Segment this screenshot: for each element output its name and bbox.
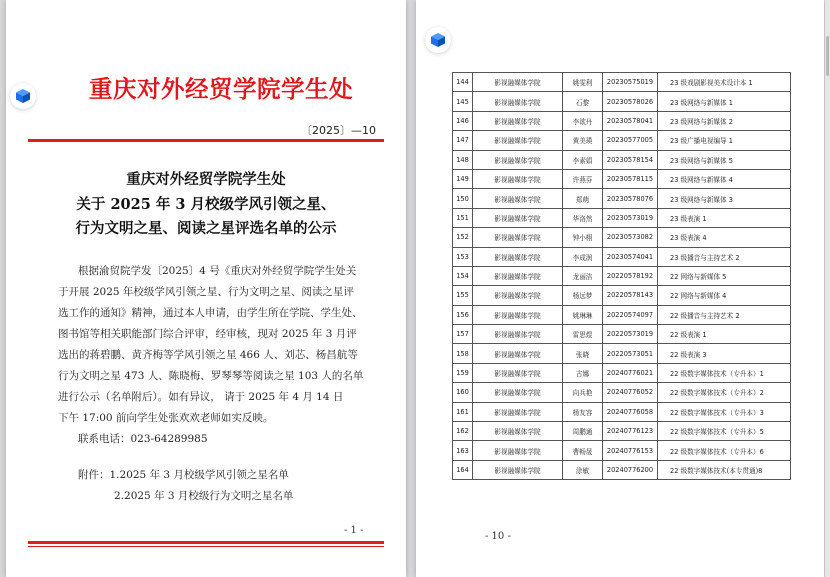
class-major-cell: 22 级表演 1 [658, 325, 791, 344]
class-major-cell: 22 级数字媒体技术（专升本）2 [658, 383, 791, 402]
row-number-cell: 150 [453, 189, 473, 208]
table-row [453, 150, 791, 169]
class-major-cell: 23 级表演 4 [658, 228, 791, 247]
student-id-cell: 20230578115 [603, 169, 658, 188]
class-major-cell: 23 级网络与新媒体 3 [658, 189, 791, 208]
college-cell: 影视融媒体学院 [473, 344, 563, 363]
student-id-cell: 20230578026 [603, 92, 658, 111]
student-id-cell: 20230578041 [603, 111, 658, 130]
table-row [453, 344, 791, 363]
class-major-cell: 23 级戏剧影视美术设计本 1 [658, 73, 791, 92]
class-major-cell: 22 级播音与主持艺术 2 [658, 305, 791, 324]
student-id-cell: 20220573051 [603, 344, 658, 363]
table-row [453, 363, 791, 382]
student-name-cell: 向兵艳 [563, 383, 603, 402]
student-name-cell: 龙丽洁 [563, 266, 603, 285]
class-major-cell: 23 级广播电视编导 1 [658, 131, 791, 150]
scrollbar-thumb[interactable] [826, 36, 829, 76]
class-major-cell: 22 级数字媒体技术（专升本）1 [658, 363, 791, 382]
row-number-cell: 154 [453, 266, 473, 285]
row-number-cell: 147 [453, 131, 473, 150]
student-id-cell: 20240776123 [603, 422, 658, 441]
student-id-cell: 20230577005 [603, 131, 658, 150]
document-page-1[interactable] [6, 0, 406, 577]
table-row [453, 305, 791, 324]
body-text-line: 于开展 2025 年校级学风引领之星、行为文明之星、阅读之星评 [58, 286, 354, 298]
college-cell: 影视融媒体学院 [473, 325, 563, 344]
body-text-line: 进行公示（名单附后）。如有异议， 请于 2025 年 4 月 14 日 [58, 391, 344, 403]
student-id-cell: 20240776200 [603, 460, 658, 479]
student-name-cell: 郑萌 [563, 189, 603, 208]
student-name-cell: 姚雯利 [563, 73, 603, 92]
row-number-cell: 160 [453, 383, 473, 402]
student-name-cell: 张晓 [563, 344, 603, 363]
body-text-line: 行为文明之星 473 人、陈晓梅、罗琴琴等阅读之星 103 人的名单 [58, 370, 364, 382]
body-text-line: 根据渝贸院学发〔2025〕4 号《重庆对外经贸学院学生处关 [78, 265, 357, 277]
college-cell: 影视融媒体学院 [473, 383, 563, 402]
college-cell: 影视融媒体学院 [473, 402, 563, 421]
letterhead-red-rule [28, 139, 384, 142]
student-name-cell: 杨远梦 [563, 286, 603, 305]
table-row [453, 325, 791, 344]
table-row [453, 189, 791, 208]
class-major-cell: 22 级数字媒体技术（专升本）6 [658, 441, 791, 460]
document-number: 〔2025〕—10 [301, 124, 376, 137]
row-number-cell: 151 [453, 208, 473, 227]
college-cell: 影视融媒体学院 [473, 208, 563, 227]
row-number-cell: 149 [453, 169, 473, 188]
row-number-cell: 164 [453, 460, 473, 479]
table-row [453, 111, 791, 130]
student-id-cell: 20230578076 [603, 189, 658, 208]
table-row [453, 228, 791, 247]
college-cell: 影视融媒体学院 [473, 247, 563, 266]
college-cell: 影视融媒体学院 [473, 92, 563, 111]
row-number-cell: 163 [453, 441, 473, 460]
class-major-cell: 22 网络与新媒体 5 [658, 266, 791, 285]
student-id-cell: 20220578143 [603, 286, 658, 305]
student-id-cell: 20240776058 [603, 402, 658, 421]
row-number-cell: 146 [453, 111, 473, 130]
college-cell: 影视融媒体学院 [473, 169, 563, 188]
class-major-cell: 22 级数字媒体技术（专升本）3 [658, 402, 791, 421]
student-id-cell: 20230574041 [603, 247, 658, 266]
class-major-cell: 23 级网络与新媒体 4 [658, 169, 791, 188]
student-id-cell: 20230573082 [603, 228, 658, 247]
document-title-line: 行为文明之星、阅读之星评选名单的公示 [75, 220, 337, 237]
student-name-cell: 李欲丹 [563, 111, 603, 130]
college-cell: 影视融媒体学院 [473, 73, 563, 92]
attachment-line: 2.2025 年 3 月校级行为文明之星名单 [114, 490, 294, 502]
row-number-cell: 156 [453, 305, 473, 324]
body-text-line: 图书馆等相关职能部门综合评审，经审核，现对 2025 年 3 月评 [58, 328, 357, 340]
class-major-cell: 22 网络与新媒体 4 [658, 286, 791, 305]
class-major-cell: 23 级表演 1 [658, 208, 791, 227]
student-name-cell: 钟小栩 [563, 228, 603, 247]
college-cell: 影视融媒体学院 [473, 460, 563, 479]
class-major-cell: 23 级网络与新媒体 2 [658, 111, 791, 130]
class-major-cell: 22 级表演 3 [658, 344, 791, 363]
table-row [453, 383, 791, 402]
table-row [453, 131, 791, 150]
student-id-cell: 20240776052 [603, 383, 658, 402]
table-row [453, 286, 791, 305]
college-cell: 影视融媒体学院 [473, 286, 563, 305]
body-text-line: 选工作的通知》精神，通过本人申请，由学生所在学院、学生处、 [58, 307, 363, 319]
student-name-cell: 周鹏通 [563, 422, 603, 441]
student-id-cell: 20220574097 [603, 305, 658, 324]
class-major-cell: 22 级数字媒体技术(本专贯通)8 [658, 460, 791, 479]
student-name-cell: 李成润 [563, 247, 603, 266]
row-number-cell: 158 [453, 344, 473, 363]
table-row [453, 208, 791, 227]
student-name-cell: 杨友容 [563, 402, 603, 421]
table-row [453, 422, 791, 441]
college-cell: 影视融媒体学院 [473, 266, 563, 285]
college-cell: 影视融媒体学院 [473, 150, 563, 169]
row-number-cell: 157 [453, 325, 473, 344]
table-row [453, 460, 791, 479]
student-id-cell: 20220578192 [603, 266, 658, 285]
row-number-cell: 161 [453, 402, 473, 421]
page-number: - 1 - [344, 525, 364, 536]
row-number-cell: 162 [453, 422, 473, 441]
student-id-cell: 20230575019 [603, 73, 658, 92]
cube-logo-icon[interactable] [10, 83, 36, 109]
letterhead-title: 重庆对外经贸学院学生处 [89, 75, 353, 103]
document-title-line: 重庆对外经贸学院学生处 [126, 171, 286, 188]
student-name-cell: 涂敏 [563, 460, 603, 479]
body-text-line: 选出的蒋碧鹏、黄齐梅等学风引领之星 466 人、刘芯、杨昌航等 [58, 349, 358, 361]
student-name-cell: 华洛然 [563, 208, 603, 227]
table-row [453, 92, 791, 111]
student-name-cell: 黄美瑛 [563, 131, 603, 150]
class-major-cell: 23 级播音与主持艺术 2 [658, 247, 791, 266]
page-number: - 10 - [485, 531, 511, 542]
student-name-cell: 曹畅晟 [563, 441, 603, 460]
document-title-line: 关于 2025 年 3 月校级学风引领之星、 [76, 196, 336, 213]
row-number-cell: 144 [453, 73, 473, 92]
college-cell: 影视融媒体学院 [473, 131, 563, 150]
student-name-cell: 雷思煜 [563, 325, 603, 344]
student-id-cell: 20240776153 [603, 441, 658, 460]
row-number-cell: 148 [453, 150, 473, 169]
contact-phone: 联系电话：023-64289985 [78, 433, 208, 445]
table-row [453, 402, 791, 421]
student-id-cell: 20220573019 [603, 325, 658, 344]
table-row [453, 169, 791, 188]
row-number-cell: 153 [453, 247, 473, 266]
student-name-cell: 石黎 [563, 92, 603, 111]
college-cell: 影视融媒体学院 [473, 363, 563, 382]
row-number-cell: 155 [453, 286, 473, 305]
table-row [453, 73, 791, 92]
college-cell: 影视融媒体学院 [473, 228, 563, 247]
student-name-cell: 许燕芬 [563, 169, 603, 188]
student-name-cell: 姚琳琳 [563, 305, 603, 324]
cube-logo-icon[interactable] [425, 27, 451, 53]
row-number-cell: 152 [453, 228, 473, 247]
college-cell: 影视融媒体学院 [473, 441, 563, 460]
student-name-cell: 李素娟 [563, 150, 603, 169]
table-row [453, 247, 791, 266]
footer-red-rule-thin [28, 546, 384, 547]
student-id-cell: 20230578154 [603, 150, 658, 169]
student-name-cell: 古娜 [563, 363, 603, 382]
student-id-cell: 20240776021 [603, 363, 658, 382]
college-cell: 影视融媒体学院 [473, 189, 563, 208]
class-major-cell: 23 级网络与新媒体 5 [658, 150, 791, 169]
attachment-line: 附件：1.2025 年 3 月校级学风引领之星名单 [78, 469, 289, 481]
student-id-cell: 20230573019 [603, 208, 658, 227]
row-number-cell: 159 [453, 363, 473, 382]
college-cell: 影视融媒体学院 [473, 111, 563, 130]
footer-red-rule [28, 541, 384, 544]
class-major-cell: 22 级数字媒体技术（专升本）5 [658, 422, 791, 441]
table-row [453, 441, 791, 460]
name-list-table [452, 72, 790, 480]
vertical-scrollbar[interactable] [825, 0, 830, 577]
row-number-cell: 145 [453, 92, 473, 111]
college-cell: 影视融媒体学院 [473, 305, 563, 324]
class-major-cell: 23 级网络与新媒体 1 [658, 92, 791, 111]
body-text-line: 下午 17:00 前向学生处张欢欢老师如实反映。 [58, 412, 274, 424]
college-cell: 影视融媒体学院 [473, 422, 563, 441]
table-row [453, 266, 791, 285]
